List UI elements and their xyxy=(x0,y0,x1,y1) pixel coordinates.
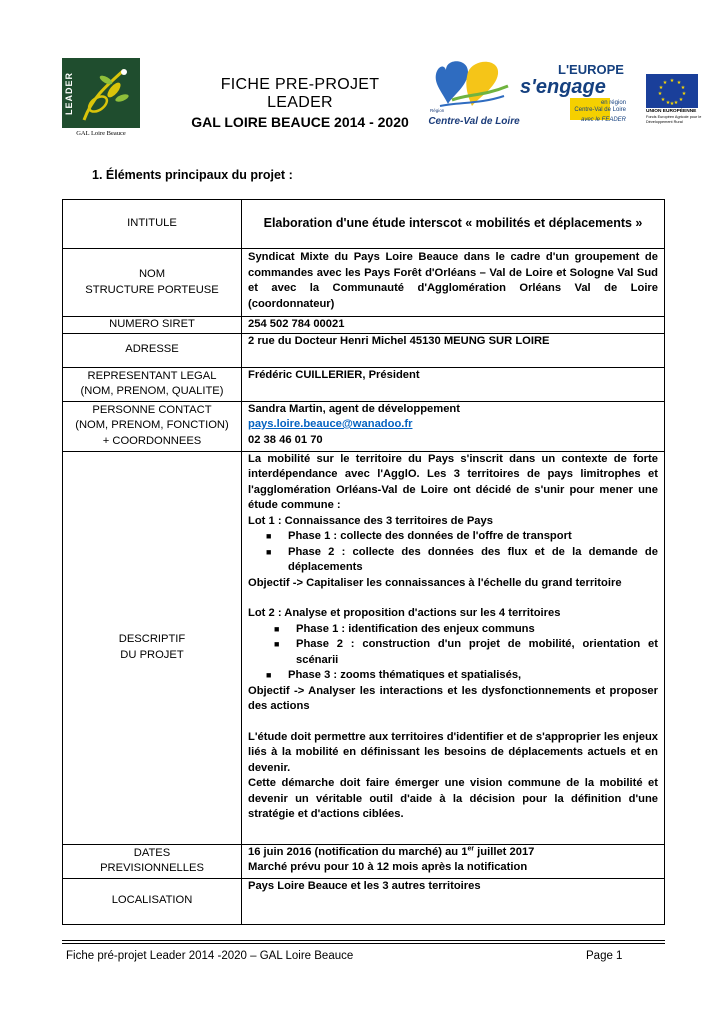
lot2-phase3: Phase 3 : zooms thématiques et spatialisés, xyxy=(288,669,522,681)
bullet-square-icon: ■ xyxy=(274,639,280,649)
region-logo-text: Centre-Val de Loire xyxy=(428,116,520,127)
section-title: 1. Éléments principaux du projet : xyxy=(92,168,293,182)
svg-text:★: ★ xyxy=(662,80,668,86)
lot2-phase1-item xyxy=(248,622,658,638)
region-logo xyxy=(428,56,518,132)
descriptif-para2: Cette démarche doit faire émerger une vision commune de la mobilité et devenir un véritable outil d'aide à la décision pour la définition d'une stratégie et d'actions ciblées. xyxy=(248,777,658,820)
lot2-phase1: Phase 1 : identification des enjeux communs xyxy=(296,622,535,635)
representant-label xyxy=(63,367,242,401)
adresse-label: ADRESSE xyxy=(63,333,242,367)
table-row-intitule xyxy=(63,200,665,249)
footer-text: Fiche pré-projet Leader 2014 -2020 – GAL Loire Beauce xyxy=(66,950,354,962)
europe-logo-line5: avec le FEADER xyxy=(580,117,626,123)
leader-emblem-icon xyxy=(62,58,140,128)
europe-logo-line3: en région xyxy=(600,100,626,106)
title-line-1: FICHE PRE-PROJET LEADER xyxy=(220,76,380,111)
localisation-label: LOCALISATION xyxy=(63,878,242,924)
contact-label-line2: (NOM, PRENOM, FONCTION) xyxy=(75,419,229,432)
lot1-phase1: Phase 1 : collecte des données de l'offre de transport xyxy=(288,530,572,542)
dates-line1-sup: er xyxy=(467,844,475,852)
svg-text:★: ★ xyxy=(669,78,675,84)
contact-name: Sandra Martin, agent de développement xyxy=(248,402,460,415)
contact-label-line3: + COORDONNEES xyxy=(102,434,202,447)
table-row-localisation xyxy=(63,878,665,924)
dates-label-line1: DATES xyxy=(133,846,171,859)
europe-logo-line4: Centre-Val de Loire xyxy=(574,107,626,113)
intitule-label: INTITULE xyxy=(63,200,242,249)
siret-value: 254 502 784 00021 xyxy=(242,317,665,334)
dates-label-line2: PREVISIONNELLES xyxy=(100,862,204,874)
table-row-siret xyxy=(63,317,665,334)
bullet-square-icon: ■ xyxy=(266,531,272,541)
descriptif-label-line2: DU PROJET xyxy=(120,648,184,661)
svg-text:★: ★ xyxy=(676,80,682,86)
representant-value: Frédéric CUILLERIER, Président xyxy=(242,367,665,401)
descriptif-label-line1: DESCRIPTIF xyxy=(118,633,186,645)
contact-label-line1: PERSONNE CONTACT xyxy=(92,403,212,416)
dates-line1-start: 16 juin 2016 (notification du marché) au 1 xyxy=(248,845,468,858)
descriptif-intro: La mobilité sur le territoire du Pays s'inscrit dans un contexte de forte interdépendance avec l'AgglO. Les 3 territoires de pays limitrophes et l'agglomération Orléans-Val de Loire ont décidé de s'unir pour mener une étude commune : xyxy=(248,452,658,511)
lot2-title: Lot 2 : Analyse et proposition d'actions sur les 4 territoires xyxy=(248,607,561,619)
region-heart-icon xyxy=(428,56,518,114)
lot1-phase2-item xyxy=(248,545,658,576)
localisation-value: Pays Loire Beauce et les 3 autres territoires xyxy=(242,878,665,924)
contact-phone: 02 38 46 01 70 xyxy=(248,433,323,446)
svg-text:★: ★ xyxy=(680,85,686,91)
project-table xyxy=(62,199,665,925)
dates-label xyxy=(63,844,242,878)
europe-logo-line2: s'engage xyxy=(520,76,606,98)
descriptif-para1: L'étude doit permettre aux territoires d'identifier et de s'approprier les enjeux liés à la mobilité en définissant les besoins de déplacements actuels et en devenir. xyxy=(248,730,658,774)
table-row-adresse xyxy=(63,333,665,367)
structure-value: Syndicat Mixte du Pays Loire Beauce dans le cadre d'un groupement de commandes avec les Pays Forêt d'Orléans – Val de Loire et Sologne Val Sud et avec la Communauté d'Agglomération Orléans Val de Loire (coordonnateur) xyxy=(242,249,665,317)
table-row-contact xyxy=(63,401,665,451)
descriptif-label xyxy=(63,451,242,844)
dates-line1 xyxy=(248,845,658,861)
bullet-square-icon: ■ xyxy=(274,623,280,634)
eu-subcaption: Fonds Européen Agricole pour le Développement Rural xyxy=(646,115,702,124)
lot2-phase2-item xyxy=(248,637,658,668)
intitule-value: Elaboration d'une étude interscot « mobilités et déplacements » xyxy=(263,216,643,230)
lot2-phase2: Phase 2 : construction d'un projet de mobilité, orientation et scénarii xyxy=(296,638,658,666)
table-row-descriptif xyxy=(63,451,665,844)
svg-text:★: ★ xyxy=(658,85,664,91)
svg-text:★: ★ xyxy=(678,97,684,103)
table-row-structure xyxy=(63,249,665,317)
lot1-objectif: Objectif -> Capitaliser les connaissances à l'échelle du grand territoire xyxy=(248,576,622,589)
leader-caption: GAL Loire Beauce xyxy=(76,130,126,137)
lot1-phase1-item xyxy=(248,529,658,545)
leader-logo-text: LEADER xyxy=(64,71,74,115)
lot1-phase2: Phase 2 : collecte des données des flux et de la demande de déplacements xyxy=(288,545,658,573)
region-logo-small: Région xyxy=(430,108,445,113)
svg-text:★: ★ xyxy=(660,97,666,103)
representant-label-line2: (NOM, PRENOM, QUALITE) xyxy=(80,385,224,397)
siret-label: NUMERO SIRET xyxy=(63,317,242,334)
footer-divider xyxy=(62,940,665,944)
contact-value xyxy=(242,401,665,451)
page-title xyxy=(190,76,410,130)
eu-flag-logo xyxy=(646,74,702,126)
leader-logo-box xyxy=(62,58,140,128)
lot1-title: Lot 1 : Connaissance des 3 territoires de Pays xyxy=(248,514,493,527)
lot2-phase3-item xyxy=(248,668,658,684)
page-number: Page 1 xyxy=(586,950,623,962)
descriptif-value xyxy=(242,451,665,844)
structure-label xyxy=(63,249,242,317)
europe-logo-line1: L'EUROPE xyxy=(558,62,624,77)
svg-text:★: ★ xyxy=(657,91,663,97)
europe-engage-logo xyxy=(520,62,630,132)
svg-text:★: ★ xyxy=(665,100,671,106)
contact-email-link[interactable]: pays.loire.beauce@wanadoo.fr xyxy=(248,418,413,430)
intitule-cell xyxy=(242,200,665,249)
table-row-dates xyxy=(63,844,665,878)
leader-logo xyxy=(62,58,140,140)
representant-label-line1: REPRESENTANT LEGAL xyxy=(87,369,217,382)
dates-line2: Marché prévu pour 10 à 12 mois après la notification xyxy=(248,861,528,873)
svg-text:★: ★ xyxy=(673,100,679,106)
lot2-objectif: Objectif -> Analyser les interactions et les dysfonctionnements et proposer des actions xyxy=(248,684,658,712)
adresse-value: 2 rue du Docteur Henri Michel 45130 MEUNG SUR LOIRE xyxy=(242,333,665,367)
bullet-square-icon: ■ xyxy=(266,670,272,680)
table-row-representant xyxy=(63,367,665,401)
eu-caption: UNION EUROPÉENNE xyxy=(646,109,697,114)
bullet-square-icon: ■ xyxy=(266,546,272,557)
dates-line1-end: juillet 2017 xyxy=(474,845,535,858)
dates-value xyxy=(242,844,665,878)
contact-label xyxy=(63,401,242,451)
structure-label-line1: NOM xyxy=(138,268,166,280)
svg-text:★: ★ xyxy=(669,101,675,107)
eu-stars-icon xyxy=(646,74,698,108)
structure-label-line2: STRUCTURE PORTEUSE xyxy=(85,283,219,296)
svg-text:★: ★ xyxy=(681,91,687,97)
europe-logo-region xyxy=(566,100,626,114)
title-line-2: GAL LOIRE BEAUCE 2014 - 2020 xyxy=(191,114,409,130)
eu-flag-icon xyxy=(646,74,698,108)
